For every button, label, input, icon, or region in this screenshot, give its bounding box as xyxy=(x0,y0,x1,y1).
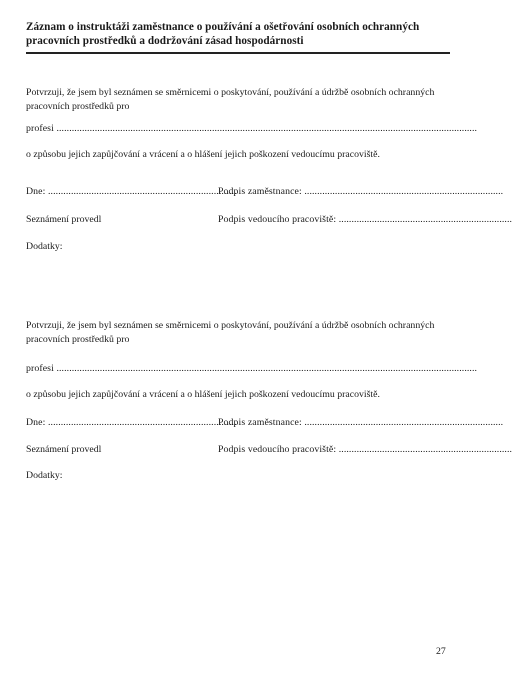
section-2-profession-field[interactable] xyxy=(26,362,478,375)
section-1-employee-signature-field[interactable] xyxy=(218,185,504,198)
section-2-statement: o způsobu jejich zapůjčování a vrácení a o hlášení jejich poškození vedoucímu pracoviště. xyxy=(26,389,380,400)
manager-signature-dotted-line: .................................................................... xyxy=(336,444,512,455)
section-2-employee-signature-field[interactable] xyxy=(218,416,504,429)
employee-signature-label: Podpis zaměstnance: xyxy=(218,417,302,428)
manager-signature-label: Podpis vedoucího pracoviště: xyxy=(218,214,337,225)
section-2-additions-label: Dodatky: xyxy=(26,470,63,481)
date-label: Dne: xyxy=(26,417,46,428)
section-1-intro: Potvrzuji, že jsem byl seznámen se směrnicemi o poskytování, používání a údržbě osobních ochranných pracovních prostředků pro xyxy=(26,87,435,112)
date-dotted-line: .......................................................................... xyxy=(45,417,237,428)
date-label: Dne: xyxy=(26,186,46,197)
employee-signature-dotted-line: .............................................................................. xyxy=(301,186,504,197)
section-2-intro: Potvrzuji, že jsem byl seznámen se směrnicemi o poskytování, používání a údržbě osobních ochranných pracovních prostředků pro xyxy=(26,320,435,345)
profession-label: profesi xyxy=(26,363,54,374)
manager-signature-label: Podpis vedoucího pracoviště: xyxy=(218,444,337,455)
title-divider xyxy=(26,52,450,54)
section-1-statement: o způsobu jejich zapůjčování a vrácení a o hlášení jejich poškození vedoucímu pracoviště. xyxy=(26,149,380,160)
profession-dotted-line: ..................................................................................................................................................................... xyxy=(53,123,478,134)
page-number: 27 xyxy=(436,646,446,657)
profession-dotted-line: ..................................................................................................................................................................... xyxy=(53,363,478,374)
profession-label: profesi xyxy=(26,123,54,134)
page-title: Záznam o instruktáži zaměstnance o používání a ošetřování osobních ochranných pracovních prostředků a dodržování zásad hospodárnosti xyxy=(26,21,420,47)
section-2-manager-signature-field[interactable] xyxy=(218,443,512,456)
section-1-conducted-by: Seznámení provedl xyxy=(26,214,102,225)
section-1-manager-signature-field[interactable] xyxy=(218,213,512,226)
section-2-date-field[interactable] xyxy=(26,416,237,429)
section-2-conducted-by: Seznámení provedl xyxy=(26,444,102,455)
section-1-profession-field[interactable] xyxy=(26,122,478,135)
date-dotted-line: .......................................................................... xyxy=(45,186,237,197)
manager-signature-dotted-line: .................................................................... xyxy=(336,214,512,225)
section-1-date-field[interactable] xyxy=(26,185,237,198)
section-1-additions-label: Dodatky: xyxy=(26,241,63,252)
employee-signature-dotted-line: .............................................................................. xyxy=(301,417,504,428)
employee-signature-label: Podpis zaměstnance: xyxy=(218,186,302,197)
